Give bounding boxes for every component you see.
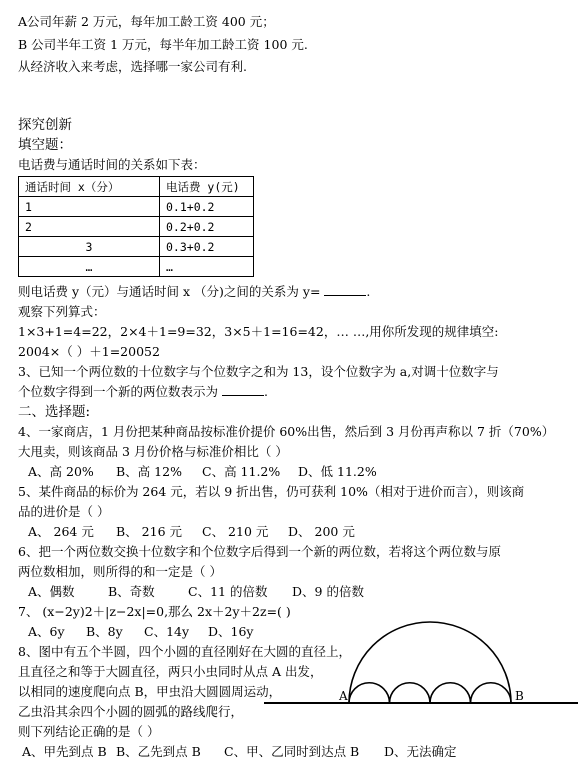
fill-in-heading: 填空题： bbox=[18, 137, 72, 153]
q8-line-4: 乙虫沿其余四个小圆的圆弧的路线爬行， bbox=[18, 704, 244, 719]
option[interactable]: A、 264 元 bbox=[28, 524, 94, 539]
q6-line-2: 两位数相加，则所得的和一定是（ ） bbox=[18, 564, 222, 579]
option[interactable]: D、16y bbox=[208, 624, 254, 639]
q6-options bbox=[28, 584, 364, 600]
table-row bbox=[19, 217, 254, 237]
option[interactable]: D、低 11.2% bbox=[298, 464, 377, 479]
option[interactable]: C、甲、乙同时到达点 B bbox=[224, 744, 360, 759]
table-cell: 0.1+0.2 bbox=[160, 197, 254, 217]
q8-line-3: 以相同的速度爬向点 B，甲虫沿大圆圆周运动， bbox=[18, 684, 282, 699]
table-header-cell: 通话时间 x（分） bbox=[19, 177, 160, 197]
large-semicircle bbox=[349, 622, 511, 703]
q2-equations: 1×3+1=4=22，2×4＋1=9=32，3×5＋1=16=42，… …,用你所发现的规律填空: bbox=[18, 324, 499, 339]
q4-options bbox=[28, 464, 377, 480]
table-row bbox=[19, 237, 254, 257]
small-semicircle bbox=[471, 683, 512, 703]
option[interactable]: B、高 12% bbox=[116, 464, 182, 479]
phone-fee-table bbox=[18, 176, 254, 277]
option[interactable]: A、6y bbox=[28, 624, 65, 639]
q5-options bbox=[28, 524, 355, 540]
q3-end: . bbox=[264, 384, 268, 399]
intro-line-1: A公司年薪 2 万元，每年加工龄工资 400 元； bbox=[18, 14, 275, 29]
q3-line-2-text: 个位数字得到一个新的两位数表示为 bbox=[18, 384, 219, 399]
option[interactable]: B、奇数 bbox=[108, 584, 155, 599]
option[interactable]: A、甲先到点 B bbox=[22, 744, 107, 759]
q7-line: 7、 (x−2y)2＋|z−2x|=0,那么 2x＋2y＋2z=( ) bbox=[18, 604, 291, 619]
small-semicircle bbox=[349, 683, 390, 703]
q1-ask: 则电话费 y（元）与通话时间 x （分)之间的关系为 y= . bbox=[18, 284, 371, 299]
q1-answer-blank[interactable] bbox=[324, 284, 366, 296]
q2-intro: 观察下列算式： bbox=[18, 304, 106, 319]
table-cell: … bbox=[19, 257, 160, 277]
q4-line-2: 大甩卖，则该商品 3 月份价格与标准价相比（ ） bbox=[18, 444, 288, 459]
option[interactable]: B、8y bbox=[86, 624, 123, 639]
q8-line-2: 且直径之和等于大圆直径，两只小虫同时从点 A 出发， bbox=[18, 664, 323, 679]
q7-options bbox=[28, 624, 254, 640]
table-cell: 2 bbox=[19, 217, 160, 237]
semicircles-figure bbox=[262, 612, 580, 712]
q3-line-1: 3、已知一个两位数的十位数字与个位数字之和为 13，设个位数字为 a,对调十位数字与 bbox=[18, 364, 499, 379]
intro-line-3: 从经济收入来考虑，选择哪一家公司有利. bbox=[18, 59, 247, 74]
q2-fill: 2004×（ ）＋1=20052 bbox=[18, 344, 160, 359]
q1-ask-text: 则电话费 y（元）与通话时间 x （分)之间的关系为 y= bbox=[18, 284, 321, 299]
option[interactable]: C、14y bbox=[144, 624, 190, 639]
option[interactable]: D、9 的倍数 bbox=[292, 584, 364, 599]
q5-line-2: 品的进价是（ ） bbox=[18, 504, 110, 519]
option[interactable]: D、 200 元 bbox=[288, 524, 355, 539]
table-cell: 0.2+0.2 bbox=[160, 217, 254, 237]
q5-line-1: 5、某件商品的标价为 264 元，若以 9 折出售，仍可获利 10%（相对于进价而言），则该商 bbox=[18, 484, 525, 499]
intro-line-2: B 公司半年工资 1 万元，每半年加工龄工资 100 元. bbox=[18, 37, 308, 52]
table-cell: … bbox=[160, 257, 254, 277]
q3-line-2 bbox=[18, 384, 268, 400]
point-b-label: B bbox=[515, 689, 524, 703]
table-row bbox=[19, 257, 254, 277]
option[interactable]: C、 210 元 bbox=[202, 524, 269, 539]
small-semicircle bbox=[390, 683, 431, 703]
table-cell: 1 bbox=[19, 197, 160, 217]
table-cell: 3 bbox=[19, 237, 160, 257]
section-heading: 探究创新 bbox=[18, 117, 72, 133]
table-header-row bbox=[19, 177, 254, 197]
option[interactable]: B、乙先到点 B bbox=[116, 744, 201, 759]
point-a-label: A bbox=[339, 689, 348, 703]
option[interactable]: C、高 11.2% bbox=[202, 464, 281, 479]
option[interactable]: D、无法确定 bbox=[384, 744, 457, 759]
option[interactable]: A、高 20% bbox=[28, 464, 94, 479]
table-row bbox=[19, 197, 254, 217]
table-header-cell: 电话费 y(元) bbox=[160, 177, 254, 197]
option[interactable]: C、11 的倍数 bbox=[188, 584, 268, 599]
small-semicircle bbox=[430, 683, 471, 703]
option[interactable]: B、 216 元 bbox=[116, 524, 182, 539]
q4-line-1: 4、一家商店，1 月份把某种商品按标准价提价 60%出售，然后到 3 月份再声称以 7 折（70%） bbox=[18, 424, 555, 439]
q3-answer-blank[interactable] bbox=[222, 384, 264, 396]
table-cell: 0.3+0.2 bbox=[160, 237, 254, 257]
choice-heading: 二、选择题: bbox=[18, 404, 91, 420]
q8-line-5: 则下列结论正确的是（ ） bbox=[18, 724, 160, 739]
q1-intro: 电话费与通话时间的关系如下表： bbox=[18, 157, 206, 172]
q6-line-1: 6、把一个两位数交换十位数字和个位数字后得到一个新的两位数，若将这个两位数与原 bbox=[18, 544, 501, 559]
option[interactable]: A、偶数 bbox=[28, 584, 75, 599]
q8-options bbox=[22, 744, 457, 760]
q8-line-1: 8、图中有五个半圆，四个小圆的直径刚好在大圆的直径上， bbox=[18, 644, 351, 659]
